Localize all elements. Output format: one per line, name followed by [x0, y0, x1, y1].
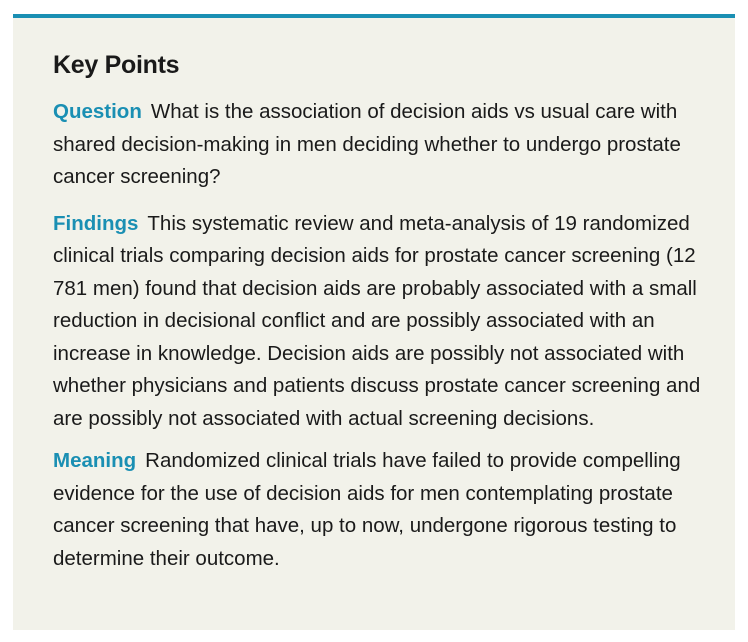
question-paragraph: [53, 96, 713, 194]
key-points-content: [53, 50, 713, 589]
key-points-title: Key Points: [53, 51, 180, 79]
question-label: Question: [53, 100, 142, 123]
findings-text: This systematic review and meta-analysis of 19 randomized clinical trials comparing decision aids for prostate cancer screening (12 781 men) found that decision aids are probably associated with a small reduction in decisional conflict and are possibly associated with an increase in knowledge. Decision aids are possibly not associated with whether physicians and patients discuss prostate cancer screening and are possibly not associated with actual screening decisions.: [53, 211, 701, 430]
question-text: What is the association of decision aids vs usual care with shared decision-making in men deciding whether to undergo prostate cancer screening?: [53, 100, 681, 188]
meaning-label: Meaning: [53, 449, 137, 472]
meaning-text: Randomized clinical trials have failed to provide compelling evidence for the use of decision aids for men contemplating prostate cancer screening that have, up to now, undergone rigorous testing to determine their outcome.: [53, 449, 681, 570]
findings-label: Findings: [53, 211, 139, 235]
key-points-box: [13, 14, 735, 630]
meaning-paragraph: [53, 445, 713, 575]
findings-paragraph: [53, 208, 713, 436]
